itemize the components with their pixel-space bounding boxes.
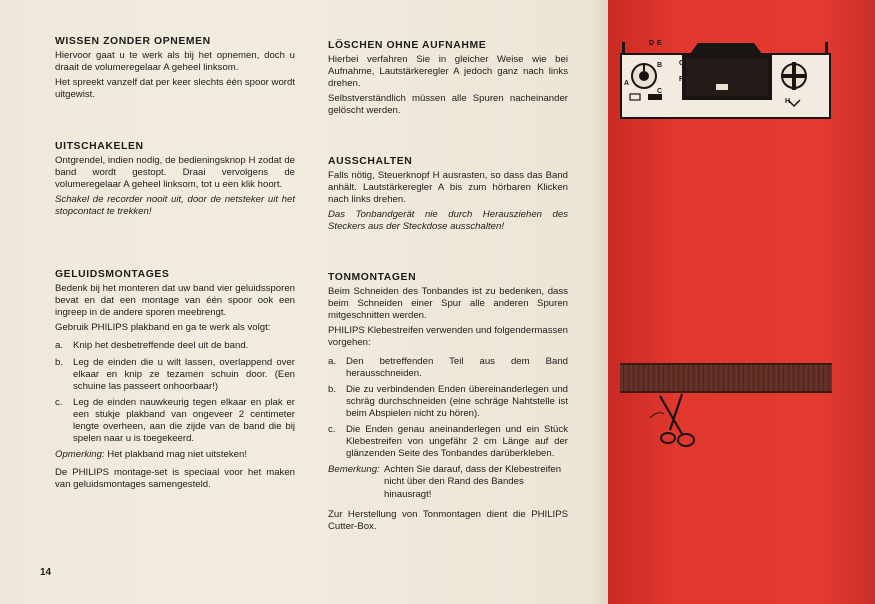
- heading-loeschen: LÖSCHEN OHNE AUFNAHME: [328, 40, 487, 51]
- remark: [328, 464, 568, 500]
- warning-paragraph: Schakel de recorder nooit uit, door de netsteker uit het stopcontact te trekken!: [55, 194, 295, 218]
- paragraph: Falls nötig, Steuerknopf H ausrasten, so dass das Band anhält. Lautstärkeregler A bis zum hörbaren Klicken nach links drehen.: [328, 170, 568, 206]
- list-item: [55, 397, 295, 445]
- list-marker: a.: [55, 340, 64, 352]
- list-marker: b.: [55, 356, 64, 368]
- paragraph: De PHILIPS montage-set is speciaal voor het maken van geluidsmontages samengesteld.: [55, 467, 295, 491]
- panel-letter-labels: [621, 40, 831, 120]
- paragraph: Beim Schneiden des Tonbandes ist zu bedenken, dass beim Schneiden einer Spur alle anderen Spuren mitgeschnitten werden.: [328, 286, 568, 322]
- note-label: Opmerking:: [55, 449, 105, 461]
- remark-label: Bemerkung:: [328, 464, 380, 476]
- paragraph: Hiervoor gaat u te werk als bij het opnemen, doch u draait de volumeregelaar A geheel linksom.: [55, 50, 295, 74]
- paragraph: PHILIPS Klebestreifen verwenden und folgendermassen vorgehen:: [328, 325, 568, 349]
- list-text: Leg de einden nauwkeurig tegen elkaar en plak er een stukje plakband van ongeveer 2 centimeter lengte overheen, aan die zijde van de band die bij spelen naar u is toegekeerd.: [73, 396, 295, 445]
- heading-geluidsmontages: GELUIDSMONTAGES: [55, 269, 170, 280]
- warning-paragraph: Das Tonbandgerät nie durch Herausziehen des Steckers aus der Steckdose ausschalten!: [328, 209, 568, 233]
- list-text: Knip het desbetreffende deel uit de band.: [73, 340, 249, 352]
- list-marker: a.: [328, 355, 337, 367]
- label-a: A: [624, 80, 630, 87]
- page-number: 14: [40, 567, 52, 578]
- paragraph: Hierbei verfahren Sie in gleicher Weise wie bei Aufnahme, Lautstärkeregler A jedoch ganz nach links drehen.: [328, 54, 568, 90]
- heading-tonmontagen: TONMONTAGEN: [328, 272, 417, 283]
- label-f: F: [679, 76, 684, 83]
- list-text: Die zu verbindenden Enden übereinanderlegen und schräg durchschneiden (eine schräge Nahtstelle ist beim Abspielen nicht zu hören).: [346, 383, 568, 419]
- paragraph: Selbstverständlich müssen alle Spuren nacheinander gelöscht werden.: [328, 93, 568, 117]
- remark-text: Achten Sie darauf, dass der Klebestreifen nicht über den Rand des Bandes hinausragt!: [384, 464, 562, 500]
- paragraph: Gebruik PHILIPS plakband en ga te werk als volgt:: [55, 322, 271, 334]
- list-text: Den betreffenden Teil aus dem Band herausschneiden.: [346, 355, 568, 379]
- heading-ausschalten: AUSSCHALTEN: [328, 156, 413, 167]
- heading-wissen: WISSEN ZONDER OPNEMEN: [55, 36, 211, 47]
- label-b: B: [657, 62, 663, 69]
- list-item: [55, 340, 295, 352]
- list-marker: c.: [55, 396, 63, 408]
- section-uitschakelen: [55, 141, 295, 222]
- section-wissen: [55, 36, 295, 104]
- paragraph: Bedenk bij het monteren dat uw band vier geluidssporen bevat en dat een montage van één spoor ook een ingreep in de andere sporen meebrengt.: [55, 283, 295, 319]
- paragraph: Het spreekt vanzelf dat per keer slechts één spoor wordt uitgewist.: [55, 77, 295, 101]
- heading-uitschakelen: UITSCHAKELEN: [55, 141, 144, 152]
- label-c: C: [657, 88, 663, 95]
- list-marker: c.: [328, 424, 336, 436]
- section-geluidsmontages: [55, 269, 295, 495]
- note-text: Het plakband mag niet uitsteken!: [104, 449, 247, 461]
- list-text: Leg de einden die u wilt lassen, overlappend over elkaar en knip ze tezamen schuin door. (Een schuine las passeert onhoorbaar!): [73, 356, 295, 392]
- label-e: E: [657, 40, 662, 47]
- list-item: [328, 424, 568, 460]
- paragraph: Ontgrendel, indien nodig, de bedieningsknop H zodat de band wordt gestopt. Draai vervolgens de volumeregelaar A geheel linksom, tot u een klik hoort.: [55, 155, 295, 191]
- label-g: G: [679, 60, 685, 67]
- list-item: [328, 356, 568, 380]
- list-item: [55, 357, 295, 393]
- list-item: [328, 384, 568, 420]
- section-loeschen: [328, 40, 568, 121]
- label-d: D: [649, 40, 655, 47]
- section-ausschalten: [328, 156, 568, 237]
- label-h: H: [785, 98, 791, 105]
- list-text: Die Enden genau aneinanderlegen und ein Stück Klebestreifen von ungefähr 2 cm Länge auf der glänzenden Seite des Tonbandes darüberkleben.: [346, 424, 568, 460]
- list-marker: b.: [328, 383, 337, 395]
- paragraph: Zur Herstellung von Tonmontagen dient die PHILIPS Cutter-Box.: [328, 508, 568, 532]
- tape-strip: [620, 363, 832, 393]
- section-tonmontagen: [328, 272, 568, 536]
- scissors-icon: [648, 390, 700, 450]
- note: [55, 449, 295, 461]
